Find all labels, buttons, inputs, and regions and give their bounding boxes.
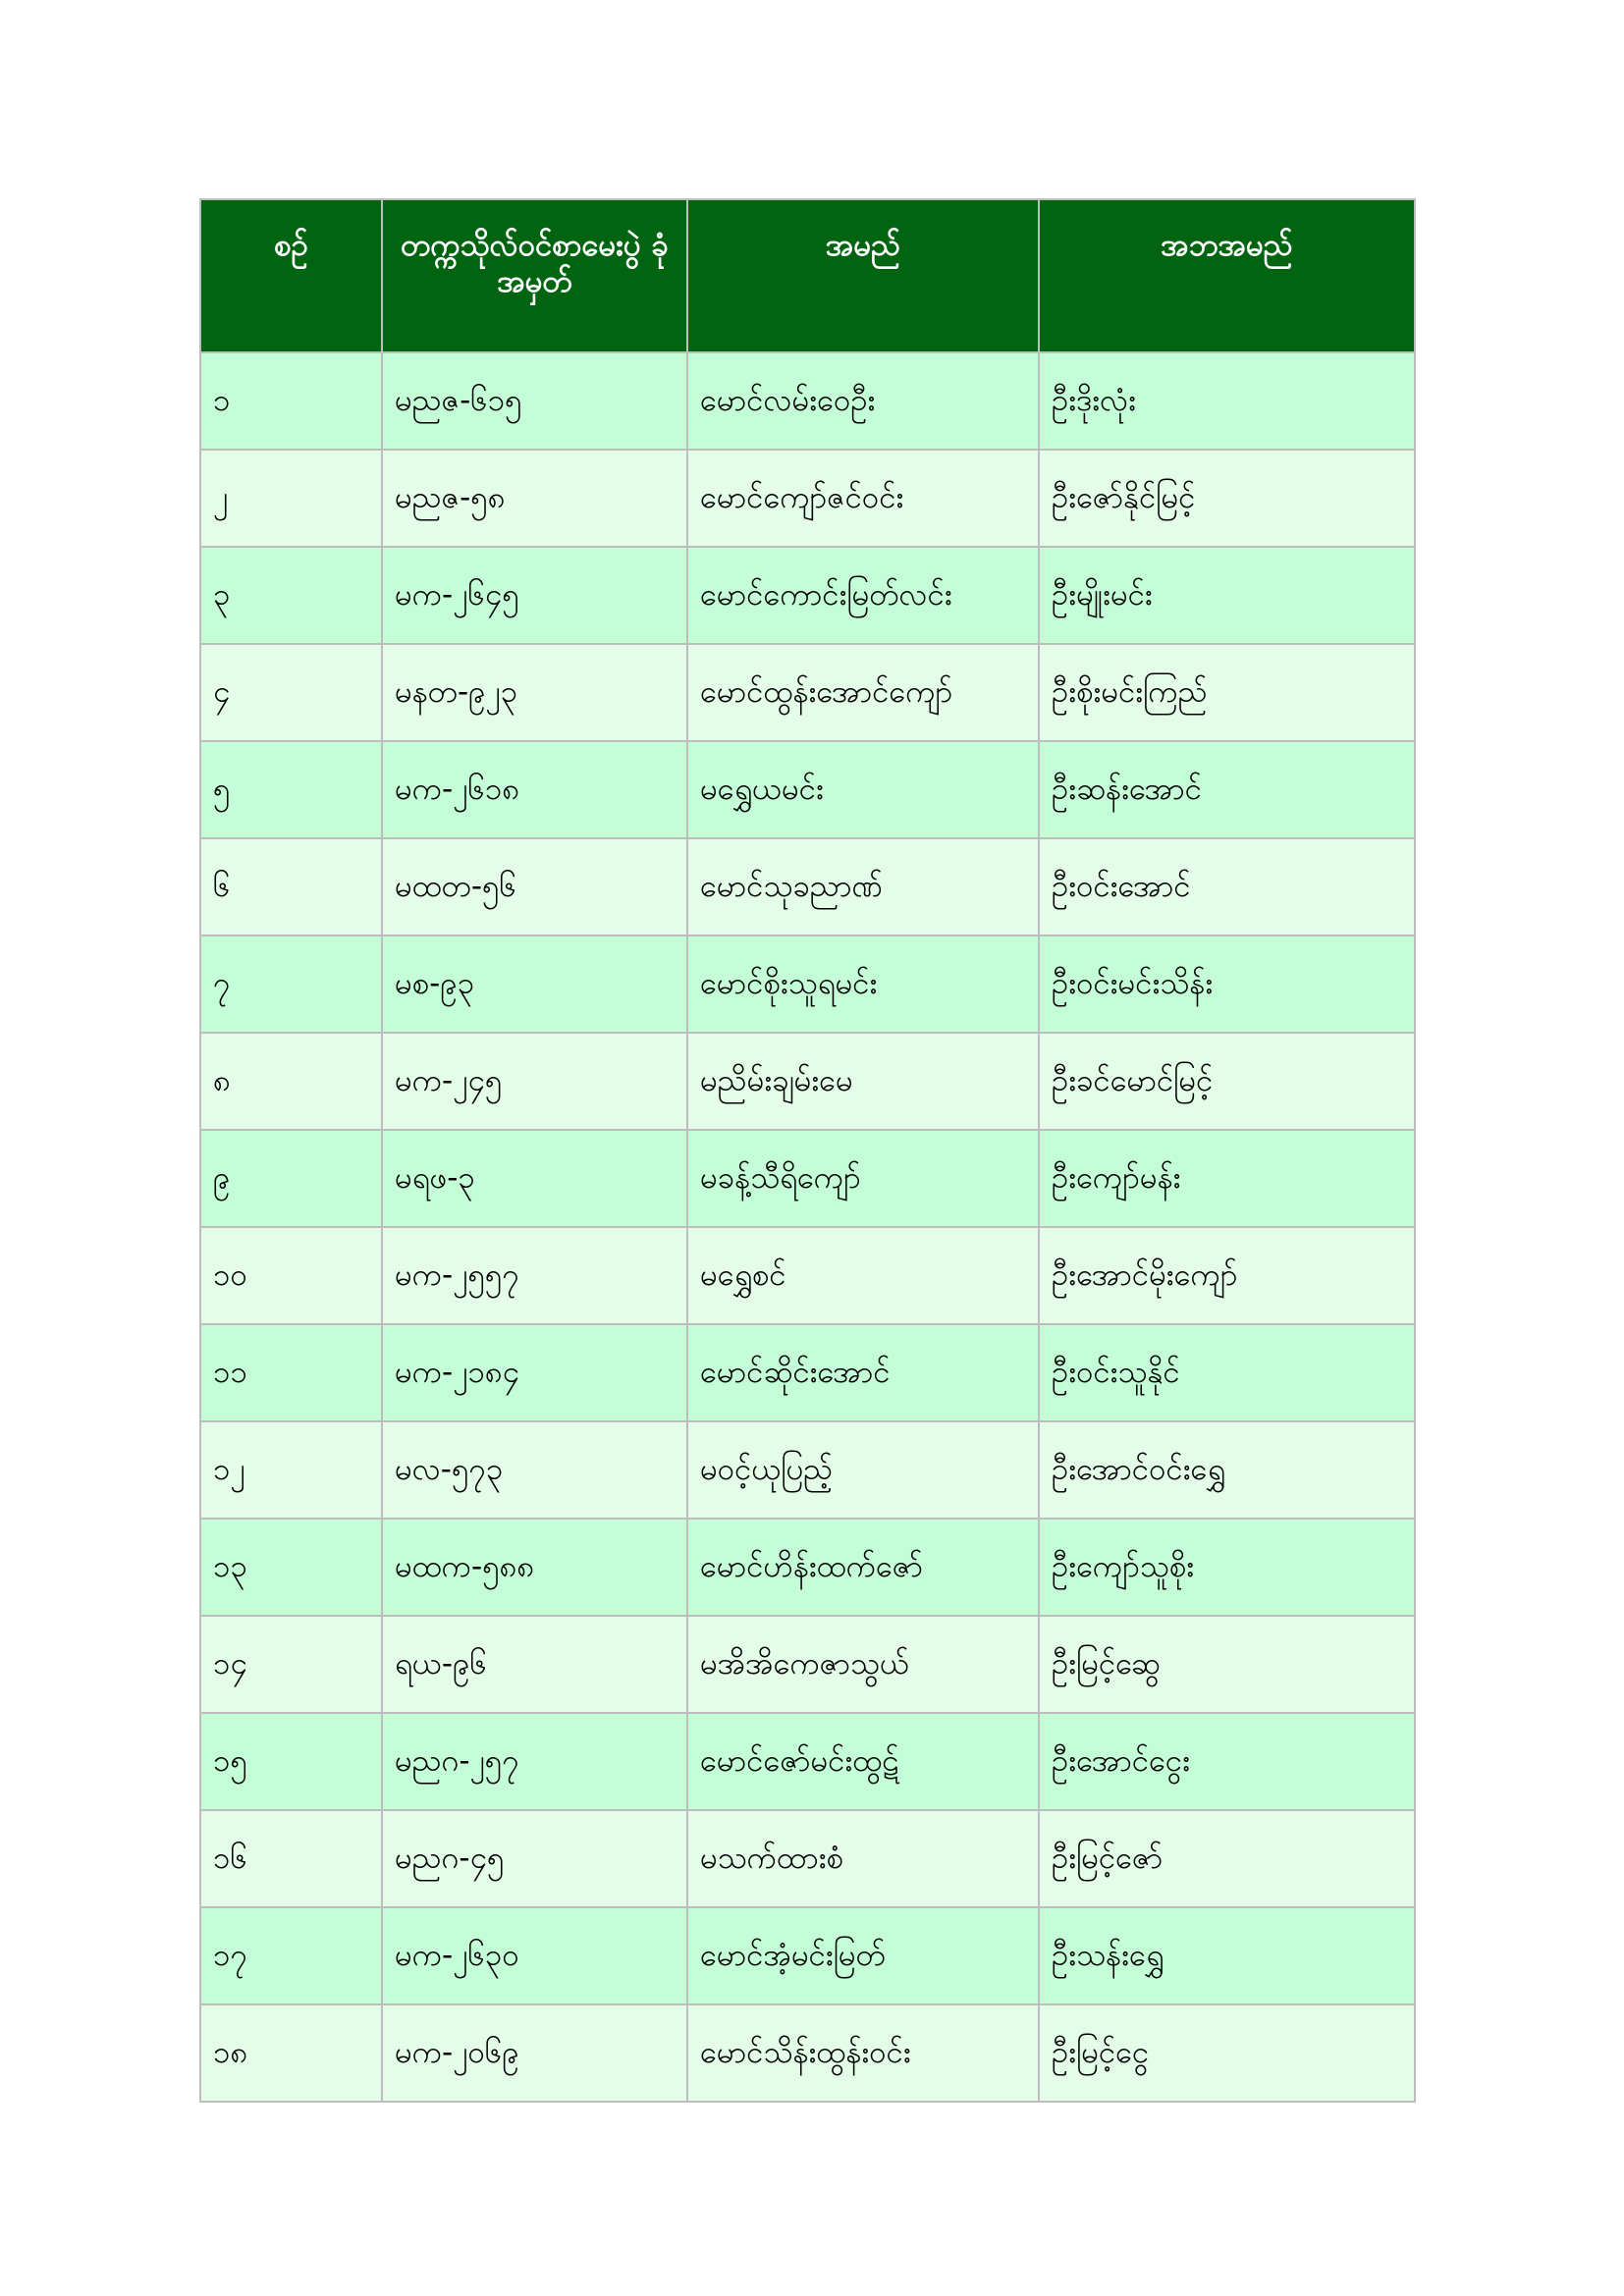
cell-exam-roll-no: မက-၂၅၅၇ — [382, 1227, 687, 1324]
cell-name: မောင်အံ့မင်းမြတ် — [687, 1907, 1039, 2004]
header-serial-no: စဉ် — [200, 199, 382, 352]
cell-serial-no: ၉ — [200, 1130, 382, 1227]
cell-father-name: ဦးဝင်းမင်းသိန်း — [1039, 935, 1415, 1033]
cell-name: မောင်လမ်းဝေဦး — [687, 352, 1039, 450]
table-row — [200, 1421, 1415, 1519]
cell-exam-roll-no: ရယ-၉၆ — [382, 1616, 687, 1713]
cell-father-name: ဦးဒိုးလုံး — [1039, 352, 1415, 450]
cell-name: မောင်ကျော်ဇင်ဝင်း — [687, 450, 1039, 547]
cell-exam-roll-no: မညဇ-၆၁၅ — [382, 352, 687, 450]
cell-serial-no: ၂ — [200, 450, 382, 547]
cell-exam-roll-no: မစ-၉၃ — [382, 935, 687, 1033]
cell-exam-roll-no: မက-၂၆၃၀ — [382, 1907, 687, 2004]
cell-father-name: ဦးမြင့်ငွေ — [1039, 2004, 1415, 2102]
table-body — [200, 352, 1415, 2102]
cell-serial-no: ၄ — [200, 644, 382, 741]
cell-exam-roll-no: မထက-၅၈၈ — [382, 1519, 687, 1616]
table-row — [200, 838, 1415, 935]
cell-exam-roll-no: မက-၂၀၆၉ — [382, 2004, 687, 2102]
cell-father-name: ဦးဝင်းသူနိုင် — [1039, 1324, 1415, 1421]
table-row — [200, 644, 1415, 741]
results-table — [199, 198, 1416, 2103]
table-header — [200, 199, 1415, 352]
table-row — [200, 1519, 1415, 1616]
cell-serial-no: ၈ — [200, 1033, 382, 1130]
cell-name: မောင်စိုးသူရမင်း — [687, 935, 1039, 1033]
cell-father-name: ဦးအောင်ငွေး — [1039, 1713, 1415, 1810]
cell-exam-roll-no: မထတ-၅၆ — [382, 838, 687, 935]
cell-serial-no: ၁၇ — [200, 1907, 382, 2004]
cell-exam-roll-no: မညဇ-၅၈ — [382, 450, 687, 547]
table-row — [200, 741, 1415, 838]
cell-exam-roll-no: မက-၂၆၄၅ — [382, 547, 687, 644]
table-row — [200, 1713, 1415, 1810]
cell-name: မောင်ဇော်မင်းထွဋ် — [687, 1713, 1039, 1810]
header-name: အမည် — [687, 199, 1039, 352]
table-row — [200, 935, 1415, 1033]
cell-serial-no: ၆ — [200, 838, 382, 935]
cell-exam-roll-no: မရဖ-၃ — [382, 1130, 687, 1227]
cell-serial-no: ၁၄ — [200, 1616, 382, 1713]
cell-father-name: ဦးအောင်ဝင်းရွှေ — [1039, 1421, 1415, 1519]
cell-serial-no: ၁၂ — [200, 1421, 382, 1519]
cell-name: မောင်ကောင်းမြတ်လင်း — [687, 547, 1039, 644]
cell-exam-roll-no: မက-၂၄၅ — [382, 1033, 687, 1130]
cell-father-name: ဦးအောင်မိုးကျော် — [1039, 1227, 1415, 1324]
table-row — [200, 352, 1415, 450]
cell-exam-roll-no: မညဂ-၄၅ — [382, 1810, 687, 1907]
header-row — [200, 199, 1415, 352]
cell-serial-no: ၁၁ — [200, 1324, 382, 1421]
table-row — [200, 450, 1415, 547]
table-row — [200, 547, 1415, 644]
table-row — [200, 1616, 1415, 1713]
cell-serial-no: ၅ — [200, 741, 382, 838]
cell-father-name: ဦးသန်းရွှေ — [1039, 1907, 1415, 2004]
cell-exam-roll-no: မညဂ-၂၅၇ — [382, 1713, 687, 1810]
cell-serial-no: ၁၈ — [200, 2004, 382, 2102]
cell-exam-roll-no: မနတ-၉၂၃ — [382, 644, 687, 741]
cell-father-name: ဦးကျော်သူစိုး — [1039, 1519, 1415, 1616]
cell-name: မဝင့်ယုပြည့် — [687, 1421, 1039, 1519]
cell-serial-no: ၁၃ — [200, 1519, 382, 1616]
cell-serial-no: ၁၆ — [200, 1810, 382, 1907]
table-row — [200, 2004, 1415, 2102]
cell-name: မရွှေစင် — [687, 1227, 1039, 1324]
cell-serial-no: ၁ — [200, 352, 382, 450]
cell-name: မသက်ထားစံ — [687, 1810, 1039, 1907]
cell-name: မောင်ဟိန်းထက်ဇော် — [687, 1519, 1039, 1616]
cell-exam-roll-no: မက-၂၁၈၄ — [382, 1324, 687, 1421]
table-row — [200, 1227, 1415, 1324]
cell-name: မောင်သိန်းထွန်းဝင်း — [687, 2004, 1039, 2102]
cell-exam-roll-no: မလ-၅၇၃ — [382, 1421, 687, 1519]
cell-father-name: ဦးခင်မောင်မြင့် — [1039, 1033, 1415, 1130]
cell-name: မခန့်သီရိကျော် — [687, 1130, 1039, 1227]
cell-serial-no: ၃ — [200, 547, 382, 644]
table-row — [200, 1810, 1415, 1907]
cell-name: မအိအိကေဇာသွယ် — [687, 1616, 1039, 1713]
cell-name: မောင်ဆိုင်းအောင် — [687, 1324, 1039, 1421]
table-row — [200, 1324, 1415, 1421]
cell-exam-roll-no: မက-၂၆၁၈ — [382, 741, 687, 838]
cell-name: မရွှေယမင်း — [687, 741, 1039, 838]
cell-name: မောင်ထွန်းအောင်ကျော် — [687, 644, 1039, 741]
cell-father-name: ဦးကျော်မန်း — [1039, 1130, 1415, 1227]
table-row — [200, 1033, 1415, 1130]
cell-father-name: ဦးမြင့်ဆွေ — [1039, 1616, 1415, 1713]
cell-father-name: ဦးမြင့်ဇော် — [1039, 1810, 1415, 1907]
cell-father-name: ဦးစိုးမင်းကြည် — [1039, 644, 1415, 741]
cell-father-name: ဦးမျိုးမင်း — [1039, 547, 1415, 644]
header-exam-roll-no: တက္ကသိုလ်ဝင်စာမေးပွဲ ခုံအမှတ် — [382, 199, 687, 352]
cell-name: မောင်သုခညာဏ် — [687, 838, 1039, 935]
cell-serial-no: ၁၀ — [200, 1227, 382, 1324]
table-row — [200, 1907, 1415, 2004]
cell-name: မညိမ်းချမ်းမေ — [687, 1033, 1039, 1130]
table-row — [200, 1130, 1415, 1227]
cell-father-name: ဦးဆန်းအောင် — [1039, 741, 1415, 838]
cell-father-name: ဦးဝင်းအောင် — [1039, 838, 1415, 935]
header-father-name: အဘအမည် — [1039, 199, 1415, 352]
cell-father-name: ဦးဇော်နိုင်မြင့် — [1039, 450, 1415, 547]
cell-serial-no: ၇ — [200, 935, 382, 1033]
cell-serial-no: ၁၅ — [200, 1713, 382, 1810]
